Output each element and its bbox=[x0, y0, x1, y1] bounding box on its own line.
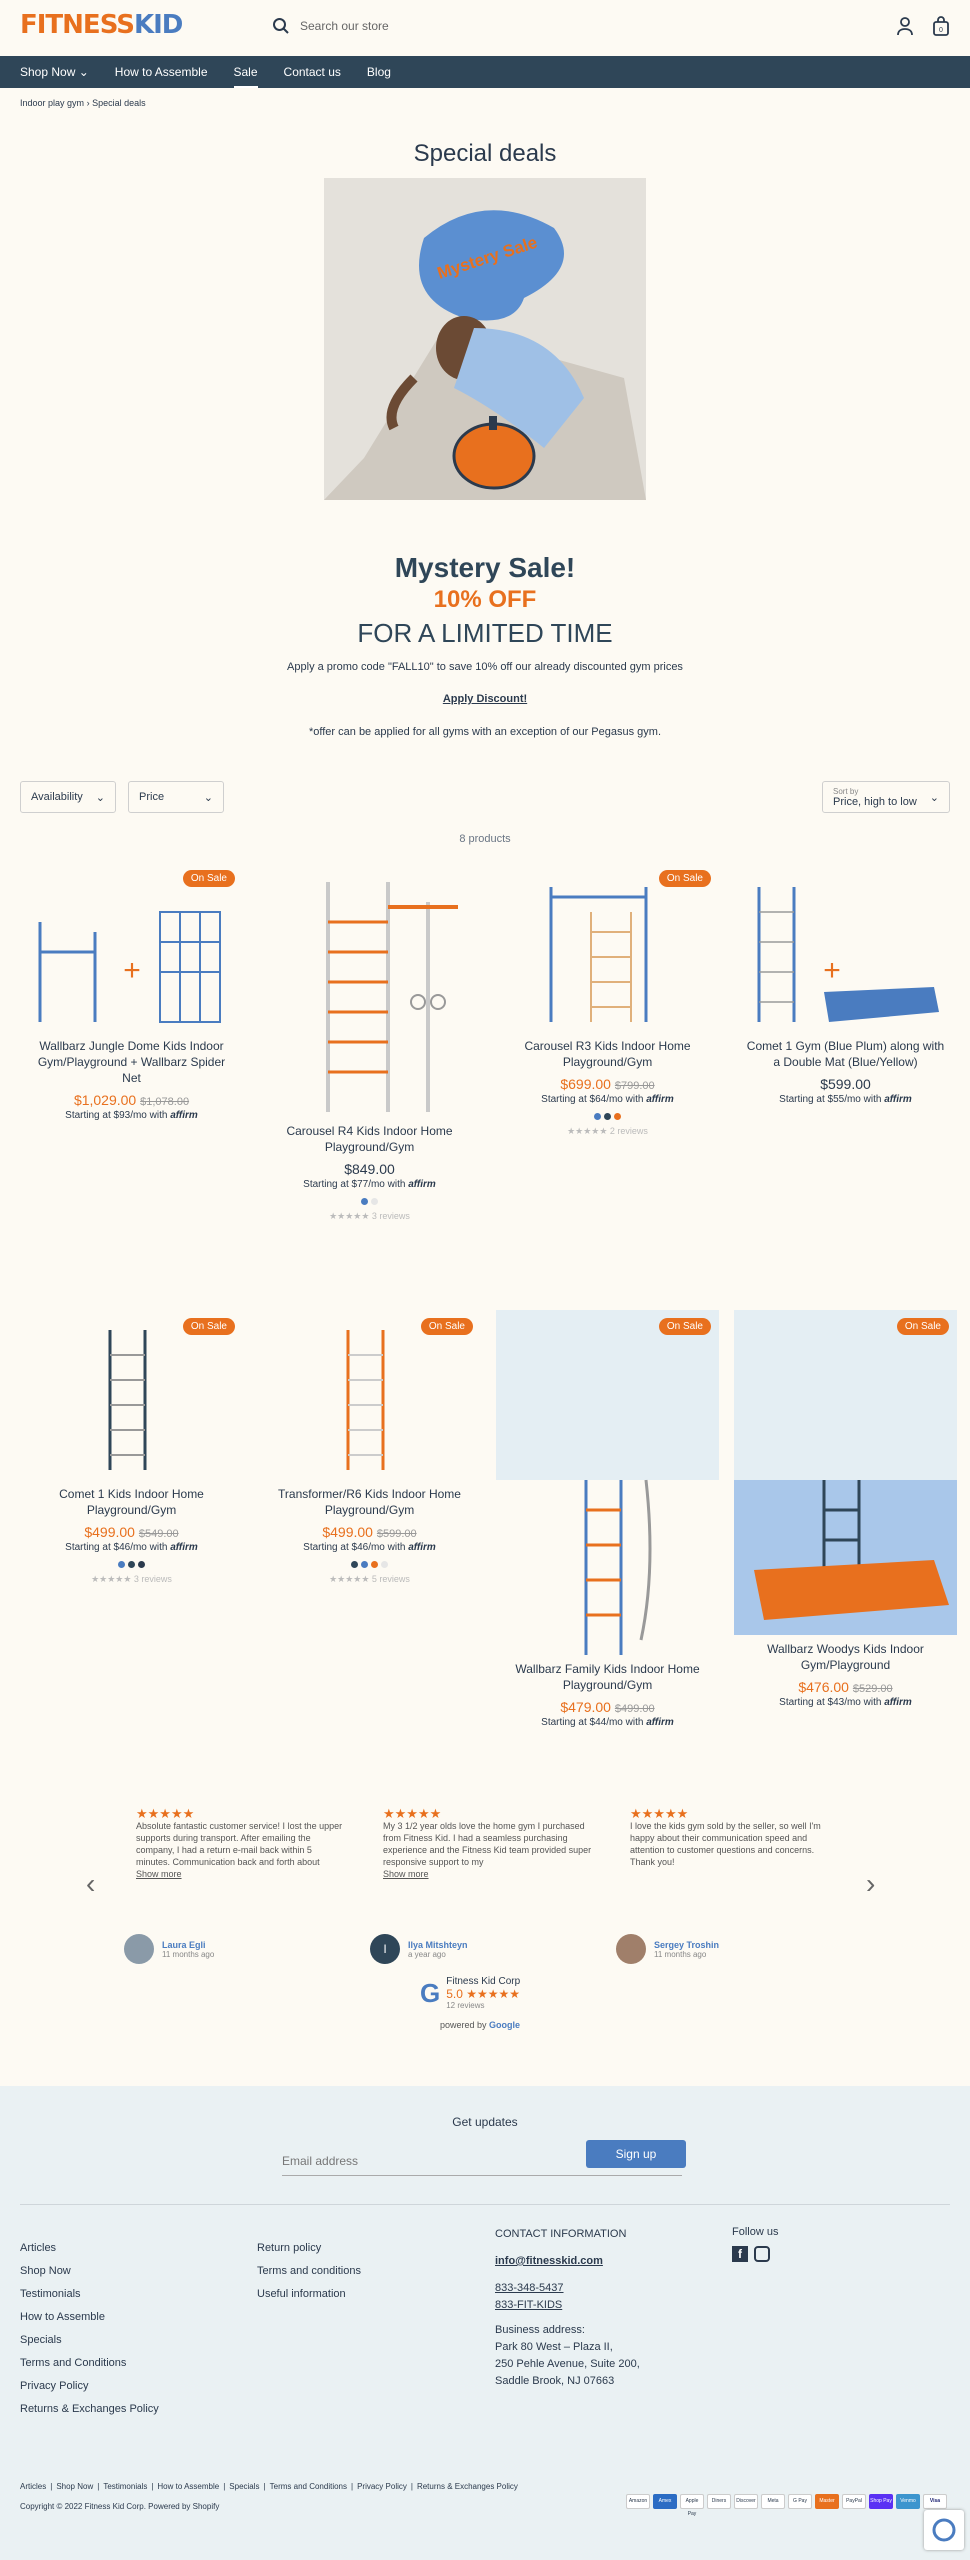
review-stars: ★★★★★ 5 reviews bbox=[329, 1574, 410, 1584]
amex-icon: Amex bbox=[653, 2494, 677, 2509]
page-title: Special deals bbox=[413, 140, 557, 167]
product-price: $599.00 bbox=[820, 1076, 871, 1092]
nav-shop-now[interactable]: Shop Now ⌄ bbox=[20, 65, 89, 79]
footer-link[interactable]: Specials bbox=[20, 2334, 62, 2346]
product-price: $699.00 $799.00 bbox=[560, 1076, 655, 1092]
bottom-link[interactable]: Specials bbox=[229, 2482, 260, 2491]
footer-divider bbox=[20, 2204, 950, 2205]
instagram-icon[interactable] bbox=[754, 2246, 770, 2262]
shop-pay-icon: Shop Pay bbox=[869, 2494, 893, 2509]
account-icon[interactable] bbox=[896, 16, 914, 36]
footer-link[interactable]: How to Assemble bbox=[20, 2311, 105, 2323]
review-card bbox=[383, 1808, 593, 1880]
chevron-down-icon: ⌄ bbox=[929, 791, 939, 804]
site-logo[interactable]: FITNESSKID bbox=[20, 10, 183, 40]
product-image[interactable] bbox=[496, 862, 719, 1032]
product-price: $476.00 $529.00 bbox=[798, 1679, 893, 1695]
footer-link[interactable]: Useful information bbox=[257, 2288, 346, 2300]
product-count: 8 products bbox=[459, 833, 511, 845]
address-line: 250 Pehle Avenue, Suite 200, bbox=[495, 2358, 640, 2370]
bottom-link[interactable]: How to Assemble bbox=[157, 2482, 220, 2491]
product-image[interactable] bbox=[734, 862, 957, 1032]
reviewer: Laura Egli 11 months ago bbox=[124, 1934, 214, 1964]
sale-badge: On Sale bbox=[183, 1318, 235, 1335]
product-name[interactable]: Carousel R3 Kids Indoor Home Playground/Gym bbox=[524, 1039, 691, 1069]
visa-icon: Visa bbox=[923, 2494, 947, 2509]
product-card[interactable] bbox=[496, 1310, 719, 1728]
footer-col-2 bbox=[257, 2237, 361, 2306]
affirm-text: Starting at $46/mo with affirm bbox=[65, 1542, 198, 1553]
product-name[interactable]: Wallbarz Family Kids Indoor Home Playground/Gym bbox=[515, 1662, 700, 1692]
review-stars: ★★★★★ bbox=[630, 1806, 689, 1821]
prev-arrow-icon[interactable]: ‹ bbox=[86, 1868, 96, 1899]
reviewer: Sergey Troshin 11 months ago bbox=[616, 1934, 719, 1964]
avatar bbox=[616, 1934, 646, 1964]
color-swatches[interactable] bbox=[496, 1113, 719, 1120]
product-name[interactable]: Comet 1 Gym (Blue Plum) along with a Double Mat (Blue/Yellow) bbox=[746, 1039, 945, 1069]
affirm-text: Starting at $44/mo with affirm bbox=[541, 1717, 674, 1728]
promo-description: Apply a promo code "FALL10" to save 10% off our already discounted gym prices bbox=[287, 661, 683, 673]
bottom-link[interactable]: Articles bbox=[20, 2482, 47, 2491]
review-stars: ★★★★★ bbox=[383, 1806, 442, 1821]
address-title: Business address: bbox=[495, 2324, 585, 2336]
product-card[interactable] bbox=[734, 1310, 957, 1708]
product-name[interactable]: Wallbarz Jungle Dome Kids Indoor Gym/Playground + Wallbarz Spider Net bbox=[37, 1039, 226, 1085]
color-swatches[interactable] bbox=[20, 1561, 243, 1568]
affirm-text: Starting at $46/mo with affirm bbox=[303, 1542, 436, 1553]
show-more-link[interactable]: Show more bbox=[136, 1869, 182, 1879]
payment-icons bbox=[626, 2494, 947, 2517]
recaptcha-icon bbox=[924, 2510, 964, 2550]
product-image[interactable] bbox=[20, 862, 243, 1032]
footer-link[interactable]: Shop Now bbox=[20, 2265, 71, 2277]
google-icon: G bbox=[420, 1977, 441, 2008]
sort-select[interactable]: Sort by Price, high to low ⌄ bbox=[822, 781, 950, 813]
color-swatches[interactable] bbox=[258, 1198, 481, 1205]
reviewer: I Ilya Mitshteyn a year ago bbox=[370, 1934, 468, 1964]
chevron-down-icon: ⌄ bbox=[95, 791, 105, 804]
review-stars: ★★★★★ bbox=[136, 1806, 195, 1821]
contact-info bbox=[495, 2226, 640, 2390]
nav-sale[interactable]: Sale bbox=[234, 56, 258, 88]
bottom-link[interactable]: Returns & Exchanges Policy bbox=[416, 2482, 518, 2491]
search-bar[interactable] bbox=[272, 17, 389, 35]
sale-badge: On Sale bbox=[421, 1318, 473, 1335]
product-card[interactable] bbox=[734, 862, 957, 1105]
amazon-pay-icon: Amazon bbox=[626, 2494, 650, 2509]
affirm-text: Starting at $64/mo with affirm bbox=[541, 1094, 674, 1105]
promo-note: *offer can be applied for all gyms with an exception of our Pegasus gym. bbox=[309, 726, 661, 738]
show-more-link[interactable]: Show more bbox=[383, 1869, 429, 1879]
diners-icon: Diners bbox=[707, 2494, 731, 2509]
product-name[interactable]: Wallbarz Woodys Kids Indoor Gym/Playground bbox=[767, 1642, 924, 1672]
sale-badge: On Sale bbox=[897, 1318, 949, 1335]
nav-contact[interactable]: Contact us bbox=[283, 65, 341, 79]
breadcrumb bbox=[20, 98, 146, 108]
color-swatches[interactable] bbox=[258, 1561, 481, 1568]
google-rating: G Fitness Kid Corp 5.0 ★★★★★ 12 reviews bbox=[420, 1976, 521, 2010]
svg-text:0: 0 bbox=[939, 27, 943, 34]
avatar: I bbox=[370, 1934, 400, 1964]
product-card[interactable] bbox=[258, 1310, 481, 1585]
review-stars: ★★★★★ 3 reviews bbox=[329, 1211, 410, 1221]
product-price: $1,029.00 $1,078.00 bbox=[73, 1092, 190, 1108]
product-price: $499.00 $549.00 bbox=[84, 1524, 179, 1540]
affirm-text: Starting at $93/mo with affirm bbox=[65, 1110, 198, 1121]
product-card[interactable] bbox=[20, 862, 243, 1121]
footer-link[interactable]: Articles bbox=[20, 2242, 57, 2254]
contact-email[interactable]: info@fitnesskid.com bbox=[495, 2255, 603, 2267]
apply-discount-link[interactable]: Apply Discount! bbox=[442, 693, 528, 705]
bottom-links: Articles | Shop Now | Testimonials | How to Assemble | Specials | Terms and Conditions | Privacy Policy | Returns & Exchanges Policy bbox=[20, 2482, 518, 2491]
search-icon bbox=[272, 17, 290, 35]
footer-link[interactable]: Terms and conditions bbox=[257, 2265, 361, 2277]
product-image[interactable] bbox=[258, 1310, 481, 1480]
product-price: $499.00 $599.00 bbox=[322, 1524, 417, 1540]
footer-link[interactable]: Returns & Exchanges Policy bbox=[20, 2403, 159, 2415]
promo-subline: FOR A LIMITED TIME bbox=[357, 618, 613, 648]
address-line: Saddle Brook, NJ 07663 bbox=[495, 2375, 615, 2387]
newsletter-title: Get updates bbox=[452, 2115, 518, 2129]
price-filter[interactable]: Price ⌄ bbox=[128, 781, 224, 813]
product-card[interactable] bbox=[20, 1310, 243, 1585]
address-line: Park 80 West – Plaza II, bbox=[495, 2341, 613, 2353]
google-pay-icon: G Pay bbox=[788, 2494, 812, 2509]
signup-button[interactable]: Sign up bbox=[586, 2140, 686, 2168]
paypal-icon: PayPal bbox=[842, 2494, 866, 2509]
product-name[interactable]: Carousel R4 Kids Indoor Home Playground/Gym bbox=[286, 1124, 453, 1154]
mastercard-icon: Master bbox=[815, 2494, 839, 2509]
footer-link[interactable]: Privacy Policy bbox=[20, 2380, 89, 2392]
footer-link[interactable]: Return policy bbox=[257, 2242, 322, 2254]
review-stars: ★★★★★ 2 reviews bbox=[567, 1126, 648, 1136]
cart-icon[interactable] bbox=[932, 16, 950, 36]
affirm-text: Starting at $77/mo with affirm bbox=[303, 1179, 436, 1190]
discover-icon: Discover bbox=[734, 2494, 758, 2509]
availability-filter[interactable]: Availability ⌄ bbox=[20, 781, 116, 813]
meta-pay-icon: Meta bbox=[761, 2494, 785, 2509]
apple-pay-icon: Apple Pay bbox=[680, 2494, 704, 2509]
product-card[interactable] bbox=[258, 862, 481, 1222]
nav-how-to-assemble[interactable]: How to Assemble bbox=[114, 65, 208, 79]
chevron-down-icon: ⌄ bbox=[203, 791, 213, 804]
recaptcha-badge[interactable] bbox=[924, 2510, 964, 2550]
product-image[interactable] bbox=[258, 862, 481, 1117]
promo-discount: 10% OFF bbox=[433, 586, 537, 613]
product-image[interactable] bbox=[20, 1310, 243, 1480]
sale-badge: On Sale bbox=[659, 870, 711, 887]
review-card bbox=[136, 1808, 346, 1880]
breadcrumb-home[interactable]: Indoor play gym bbox=[20, 98, 85, 108]
review-stars: ★★★★★ 3 reviews bbox=[91, 1574, 172, 1584]
promo-headline: Mystery Sale! bbox=[394, 552, 576, 583]
next-arrow-icon[interactable]: › bbox=[866, 1868, 876, 1899]
bottom-link[interactable]: Shop Now bbox=[56, 2482, 94, 2491]
product-image[interactable] bbox=[734, 1310, 957, 1635]
review-text: Absolute fantastic customer service! I lost the upper supports during transport. After emailing the company, I had a return e-mail back within 5 minutes. Communication back and forth about bbox=[136, 1821, 343, 1867]
product-name[interactable]: Transformer/R6 Kids Indoor Home Playground/Gym bbox=[278, 1487, 461, 1517]
copyright: Copyright © 2022 Fitness Kid Corp. Powered by Shopify bbox=[20, 2502, 220, 2511]
footer-col-1 bbox=[20, 2237, 159, 2421]
email-input[interactable]: Email address bbox=[282, 2148, 682, 2176]
hero-image bbox=[324, 178, 646, 500]
chevron-right-icon: › bbox=[86, 98, 93, 108]
affirm-text: Starting at $43/mo with affirm bbox=[779, 1697, 912, 1708]
product-card[interactable] bbox=[496, 862, 719, 1137]
bottom-link[interactable]: Testimonials bbox=[103, 2482, 148, 2491]
footer-link[interactable]: Terms and Conditions bbox=[20, 2357, 127, 2369]
powered-by-google: powered by Google bbox=[440, 2020, 521, 2030]
review-text: I love the kids gym sold by the seller, so well I'm happy about their communication speed and attention to customer questions and concerns. Thank you! bbox=[630, 1821, 821, 1867]
breadcrumb-current: Special deals bbox=[92, 98, 146, 108]
product-name[interactable]: Comet 1 Kids Indoor Home Playground/Gym bbox=[59, 1487, 204, 1517]
main-nav bbox=[0, 56, 970, 88]
header-icons bbox=[896, 16, 950, 36]
chevron-down-icon: ⌄ bbox=[78, 65, 89, 79]
bottom-link[interactable]: Terms and Conditions bbox=[269, 2482, 347, 2491]
review-card bbox=[630, 1808, 840, 1868]
svg-text:+: + bbox=[823, 954, 841, 987]
affirm-text: Starting at $55/mo with affirm bbox=[779, 1094, 912, 1105]
follow-us: Follow us f bbox=[732, 2226, 779, 2261]
contact-phone[interactable]: 833-FIT-KIDS bbox=[495, 2299, 563, 2311]
svg-text:+: + bbox=[123, 954, 141, 987]
facebook-icon[interactable]: f bbox=[732, 2246, 748, 2262]
venmo-icon: Venmo bbox=[896, 2494, 920, 2509]
contact-phone[interactable]: 833-348-5437 bbox=[495, 2282, 564, 2294]
footer-link[interactable]: Testimonials bbox=[20, 2288, 81, 2300]
nav-blog[interactable]: Blog bbox=[366, 65, 391, 79]
hero-banner-text: Mystery Sale bbox=[434, 232, 540, 283]
product-price: $849.00 bbox=[344, 1161, 395, 1177]
review-text: My 3 1/2 year olds love the home gym I purchased from Fitness Kid. I had a seamless purchasing experience and the Fitness Kid team provided super responsive support to my bbox=[383, 1821, 592, 1867]
contact-title: CONTACT INFORMATION bbox=[495, 2228, 627, 2240]
product-price: $479.00 $499.00 bbox=[560, 1699, 655, 1715]
sale-badge: On Sale bbox=[659, 1318, 711, 1335]
product-image[interactable] bbox=[496, 1310, 719, 1655]
search-input[interactable]: Search our store bbox=[300, 19, 389, 33]
bottom-link[interactable]: Privacy Policy bbox=[357, 2482, 407, 2491]
avatar bbox=[124, 1934, 154, 1964]
sale-badge: On Sale bbox=[183, 870, 235, 887]
